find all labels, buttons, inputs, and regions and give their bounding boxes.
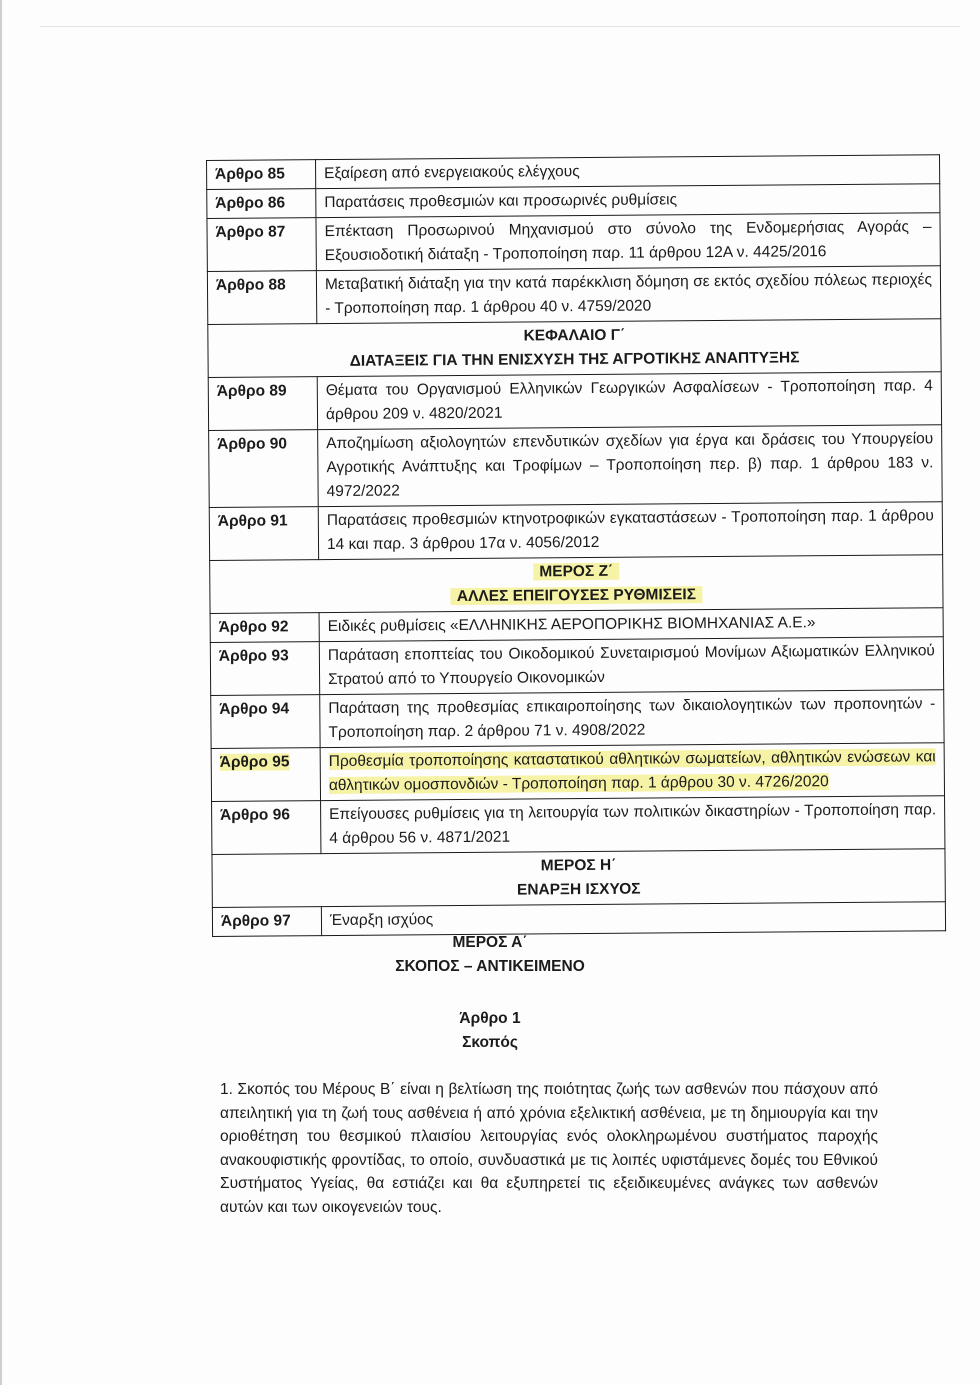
toc-article-description-cell <box>320 690 944 748</box>
toc-article-description-cell <box>317 372 941 430</box>
toc-article-number: Άρθρο 90 <box>217 435 288 453</box>
toc-article-number-cell <box>207 160 316 190</box>
toc-article-number-cell <box>207 218 316 272</box>
page-edge <box>0 0 2 1385</box>
toc-article-description: Αποζημίωση αξιολογητών επενδυτικών σχεδίων για έργα και δράσεις του Υπουργείου Αγροτικής Ανάπτυξης και Τροφίμων – Τροποποίηση περ. β) παρ. 1 άρθρου 183 ν. 4972/2022 <box>326 430 934 501</box>
toc-section-row <box>212 849 945 908</box>
toc-article-description-cell <box>321 902 945 936</box>
toc-article-description: Επείγουσες ρυθμίσεις για τη λειτουργία των πολιτικών δικαστηρίων - Τροποποίηση παρ. 4 άρθρου 56 ν. 4871/2021 <box>329 801 937 848</box>
toc-article-row <box>210 637 943 696</box>
toc-article-row <box>211 743 944 802</box>
toc-article-row <box>208 372 941 431</box>
toc-article-description: Παράταση εποπτείας του Οικοδομικού Συνεταιρισμού Μονίμων Αξιωματικών Ελληνικού Στρατού από το Υπουργείο Οικονομικών <box>327 642 935 689</box>
toc-section-cell <box>208 319 941 378</box>
toc-article-description-cell <box>318 502 942 560</box>
toc-article-number: Άρθρο 93 <box>218 647 289 665</box>
toc-section-number: ΜΕΡΟΣ Η΄ <box>540 856 617 875</box>
article-number: Άρθρο 1 <box>459 1010 521 1027</box>
toc-article-description: Παράταση της προθεσμίας επικαιροποίησης των δικαιολογητικών των προπονητών - Τροποποίηση παρ. 2 άρθρου 71 ν. 4908/2022 <box>328 695 936 742</box>
toc-article-number-cell <box>210 642 319 696</box>
toc-article-number: Άρθρο 88 <box>215 276 286 294</box>
contents-table <box>206 154 946 937</box>
part-title: ΣΚΟΠΟΣ – ΑΝΤΙΚΕΙΜΕΝΟ <box>395 958 585 975</box>
toc-article-number: Άρθρο 94 <box>219 700 290 718</box>
toc-article-number: Άρθρο 89 <box>216 382 287 400</box>
toc-article-number: Άρθρο 86 <box>215 194 286 212</box>
toc-article-description: Έναρξη ισχύος <box>329 911 434 930</box>
toc-article-description-cell <box>319 637 943 695</box>
toc-article-description: Επέκταση Προσωρινού Μηχανισμού στο σύνολο της Ενδομερήσιας Αγοράς – Εξουσιοδοτική διάταξη - Τροποποίηση παρ. 11 άρθρου 12Α ν. 4425/2016 <box>324 218 932 265</box>
toc-article-description-cell <box>316 266 940 324</box>
toc-article-description-cell <box>318 425 943 507</box>
toc-article-description-cell <box>316 213 940 271</box>
article-title: Σκοπός <box>462 1034 518 1051</box>
toc-section-title: ΔΙΑΤΑΞΕΙΣ ΓΙΑ ΤΗΝ ΕΝΙΣΧΥΣΗ ΤΗΣ ΑΓΡΟΤΙΚΗΣ ΑΝΑΠΤΥΞΗΣ <box>349 349 800 370</box>
toc-article-number: Άρθρο 91 <box>217 512 288 530</box>
toc-section-row <box>210 555 943 614</box>
toc-section-cell <box>210 555 943 614</box>
toc-article-row <box>209 502 942 561</box>
part-number: ΜΕΡΟΣ Α΄ <box>452 934 528 951</box>
toc-article-description: Προθεσμία τροποποίησης καταστατικού αθλητικών σωματείων, αθλητικών ενώσεων και αθλητικών ομοσπονδιών - Τροποποίηση παρ. 1 άρθρου 30 ν. 4726/2020 <box>328 748 936 795</box>
toc-article-number: Άρθρο 85 <box>215 165 285 183</box>
toc-section-number: ΜΕΡΟΣ Ζ΄ <box>533 563 619 581</box>
toc-article-description: Ειδικές ρυθμίσεις «ΕΛΛΗΝΙΚΗΣ ΑΕΡΟΠΟΡΙΚΗΣ ΒΙΟΜΗΧΑΝΙΑΣ Α.Ε.» <box>327 614 816 636</box>
toc-section-cell <box>212 849 945 908</box>
toc-article-number: Άρθρο 96 <box>220 806 290 824</box>
toc-article-number: Άρθρο 97 <box>220 912 291 930</box>
toc-article-number-cell <box>210 613 319 643</box>
toc-article-number-cell <box>212 907 321 937</box>
toc-article-row <box>207 213 940 272</box>
toc-article-number-cell <box>211 695 320 749</box>
toc-section-row <box>208 319 941 378</box>
toc-article-number: Άρθρο 87 <box>215 223 286 241</box>
toc-article-number-cell <box>207 189 316 219</box>
toc-article-number-cell <box>207 271 316 325</box>
toc-article-description: Παρατάσεις προθεσμιών και προσωρινές ρυθμίσεις <box>324 191 678 212</box>
toc-article-number-cell <box>209 507 318 561</box>
toc-article-number-cell <box>212 801 321 855</box>
toc-article-number-cell <box>211 748 320 802</box>
toc-article-number: Άρθρο 92 <box>218 618 289 636</box>
toc-article-number: Άρθρο 95 <box>219 753 290 771</box>
toc-article-row <box>211 690 944 749</box>
toc-section-number: ΚΕΦΑΛΑΙΟ Γ΄ <box>523 326 626 345</box>
article-paragraph: 1. Σκοπός του Μέρους Β΄ είναι η βελτίωση της ποιότητας ζωής των ασθενών που πάσχουν από απειλητική για τη ζωή τους ασθένεια ή από χρόνια εξελικτική ασθένεια, με τη δημιουργία και την οριοθέτηση του θεσμικού πλαισίου λειτουργίας ενός ολοκληρωμένου συστήματος παροχής ανακουφιστικής φροντίδας, το οποίο, συνδυαστικά με τις λοιπές υφιστάμενες δομές του Εθνικού Συστήματος Υγείας, θα εστιάζει και θα εξυπηρετεί τις εξειδικευμένες ανάγκες των ασθενών αυτών και των οικογενειών τους. <box>220 1081 878 1216</box>
toc-article-description-cell <box>320 743 944 801</box>
toc-article-number-cell <box>209 430 319 508</box>
toc-article-description: Θέματα του Οργανισμού Ελληνικών Γεωργικών Ασφαλίσεων - Τροποποίηση παρ. 4 άρθρου 209 ν. 4820/2021 <box>325 377 933 424</box>
toc-section-title: ΕΝΑΡΞΗ ΙΣΧΥΟΣ <box>516 880 641 899</box>
toc-article-row <box>209 425 943 508</box>
toc-article-description: Εξαίρεση από ενεργειακούς ελέγχους <box>324 163 580 183</box>
toc-article-row <box>212 796 945 855</box>
toc-article-row <box>207 266 940 325</box>
article-heading <box>0 1010 980 1052</box>
toc-article-row <box>212 902 945 937</box>
toc-article-description-cell <box>321 796 945 854</box>
toc-article-description: Μεταβατική διάταξη για την κατά παρέκκλιση δόμηση σε εκτός σχεδίου πόλεως περιοχές - Τροποποίηση παρ. 1 άρθρου 40 ν. 4759/2020 <box>324 271 933 318</box>
toc-article-description: Παρατάσεις προθεσμιών κτηνοτροφικών εγκαταστάσεων - Τροποποίηση παρ. 1 άρθρου 14 και παρ. 3 άρθρου 17α ν. 4056/2012 <box>326 507 934 554</box>
toc-article-number-cell <box>208 377 317 431</box>
scan-top-line <box>40 26 960 27</box>
toc-section-title: ΑΛΛΕΣ ΕΠΕΙΓΟΥΣΕΣ ΡΥΘΜΙΣΕΙΣ <box>451 586 702 605</box>
part-heading <box>0 934 980 976</box>
